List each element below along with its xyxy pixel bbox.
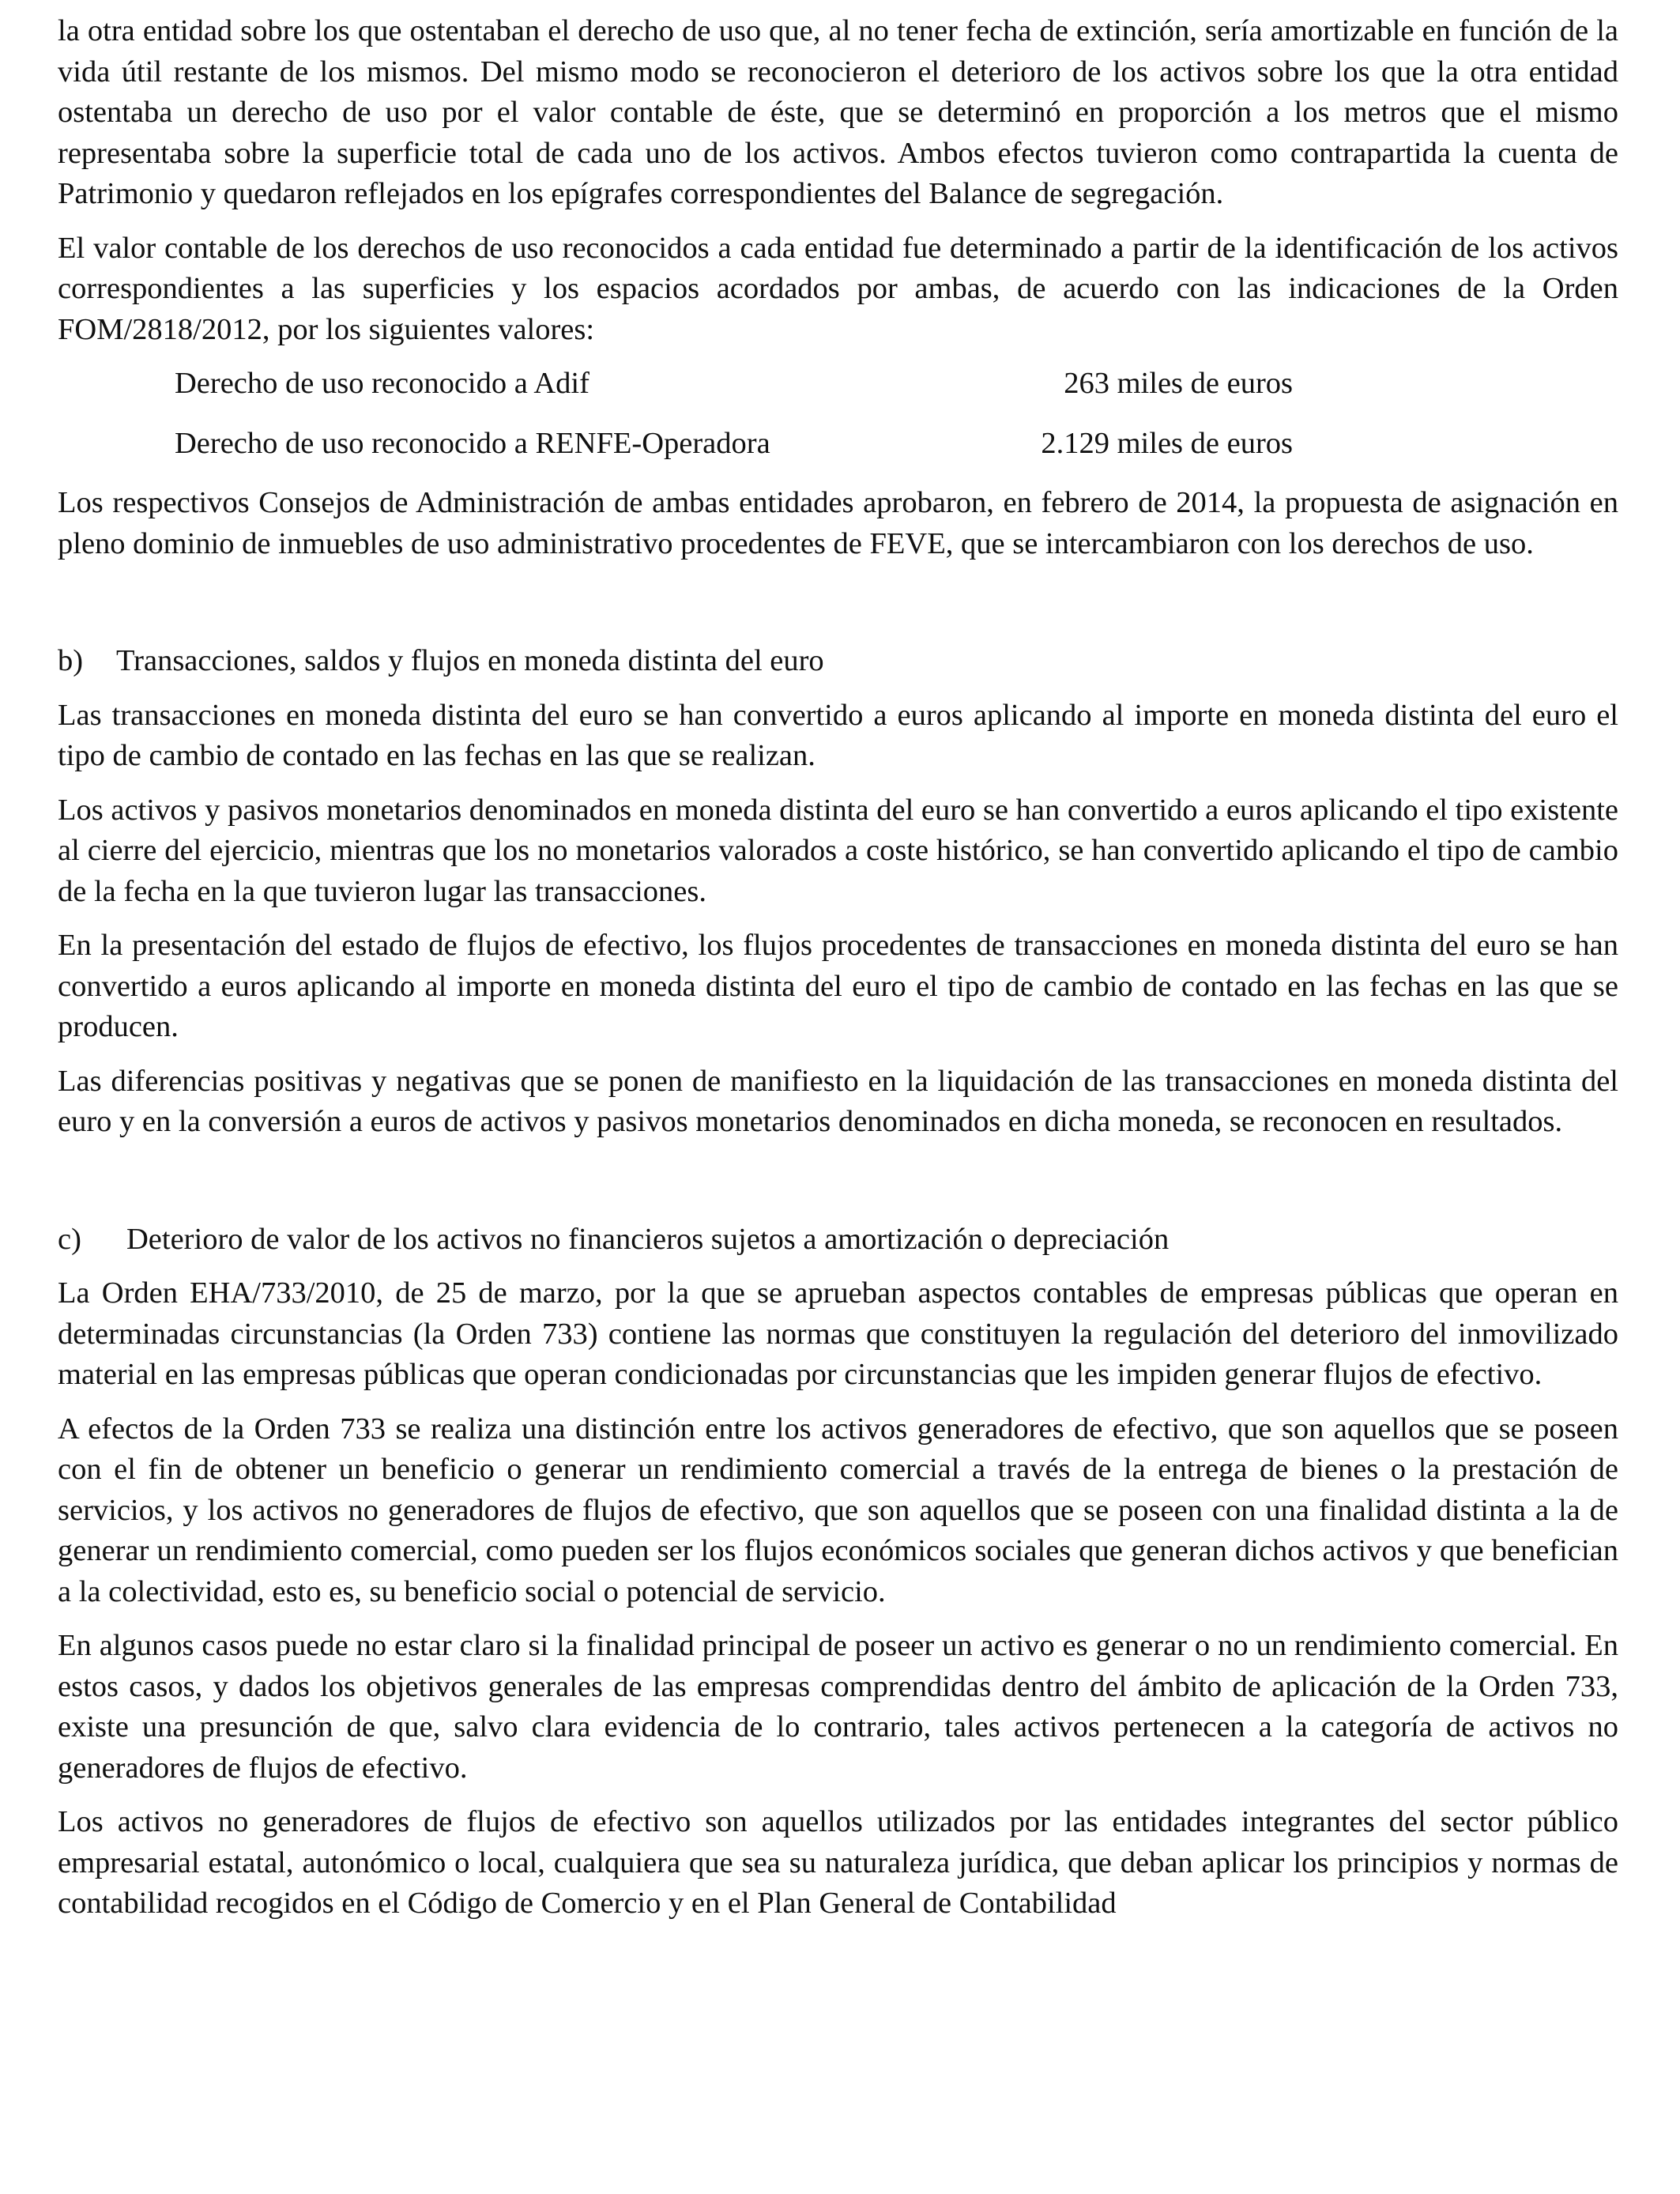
section-title: Deterioro de valor de los activos no financieros sujetos a amortización o depreciación (126, 1222, 1170, 1256)
paragraph: Las transacciones en moneda distinta del euro se han convertido a euros aplicando al importe en moneda distinta del euro el tipo de cambio de contado en las fechas en las que se realizan. (58, 698, 1618, 772)
paragraph: la otra entidad sobre los que ostentaban el derecho de uso que, al no tener fecha de extinción, sería amortizable en función de la vida útil restante de los mismos. Del mismo modo se reconocieron el deterioro de los activos sobre los que la otra entidad ostentaba un derecho de uso por el valor contable de éste, que se determinó en proporción a los metros que el mismo representaba sobre la superficie total de cada uno de los activos. Ambos efectos tuvieron como contrapartida la cuenta de Patrimonio y quedaron reflejados en los epígrafes correspondientes del Balance de segregación. (58, 14, 1618, 210)
paragraph: Los respectivos Consejos de Administración de ambas entidades aprobaron, en febrero de 2014, la propuesta de asignación en pleno dominio de inmuebles de uso administrativo procedentes de FEVE, que se intercambiaron con los derechos de uso. (58, 486, 1618, 560)
rights-of-use-row (58, 364, 1618, 405)
rights-of-use-value: 2.129 miles de euros (1041, 426, 1293, 460)
section-letter: b) (58, 644, 84, 677)
rights-of-use-row (58, 424, 1618, 465)
rights-of-use-list (58, 364, 1618, 464)
paragraph: En la presentación del estado de flujos de efectivo, los flujos procedentes de transacciones en moneda distinta del euro se han convertido a euros aplicando al importe en moneda distinta del euro el tipo de cambio de contado en las fechas en las que se producen. (58, 929, 1618, 1043)
document-page (58, 11, 1618, 1938)
section-title: Transacciones, saldos y flujos en moneda distinta del euro (116, 644, 824, 677)
paragraph: Los activos no generadores de flujos de efectivo son aquellos utilizados por las entidades integrantes del sector público empresarial estatal, autonómico o local, cualquiera que sea su naturaleza jurídica, que deban aplicar los principios y normas de contabilidad recogidos en el Código de Comercio y en el Plan General de Contabilidad (58, 1805, 1618, 1920)
section-letter: c) (58, 1222, 81, 1256)
rights-of-use-value: 263 miles de euros (1064, 367, 1293, 400)
rights-of-use-label: Derecho de uso reconocido a Adif (175, 367, 590, 400)
paragraph: La Orden EHA/733/2010, de 25 de marzo, por la que se aprueban aspectos contables de empresas públicas que operan en determinadas circunstancias (la Orden 733) contiene las normas que constituyen la regulación del deterioro del inmovilizado material en las empresas públicas que operan condicionadas por circunstancias que les impiden generar flujos de efectivo. (58, 1276, 1618, 1391)
section-heading (58, 641, 1618, 682)
rights-of-use-label: Derecho de uso reconocido a RENFE-Operadora (175, 426, 770, 460)
paragraph: Las diferencias positivas y negativas que se ponen de manifiesto en la liquidación de las transacciones en moneda distinta del euro y en la conversión a euros de activos y pasivos monetarios denominados en dicha moneda, se reconocen en resultados. (58, 1064, 1618, 1138)
paragraph: A efectos de la Orden 733 se realiza una distinción entre los activos generadores de efectivo, que son aquellos que se poseen con el fin de obtener un beneficio o generar un rendimiento comercial a través de la entrega de bienes o la prestación de servicios, y los activos no generadores de flujos de efectivo, que son aquellos que se poseen con una finalidad distinta a la de generar un rendimiento comercial, como pueden ser los flujos económicos sociales que generan dichos activos y que benefician a la colectividad, esto es, su beneficio social o potencial de servicio. (58, 1412, 1618, 1608)
section-heading (58, 1220, 1618, 1261)
paragraph: El valor contable de los derechos de uso reconocidos a cada entidad fue determinado a partir de la identificación de los activos correspondientes a las superficies y los espacios acordados por ambas, de acuerdo con las indicaciones de la Orden FOM/2818/2012, por los siguientes valores: (58, 231, 1618, 346)
paragraph: Los activos y pasivos monetarios denominados en moneda distinta del euro se han convertido a euros aplicando el tipo existente al cierre del ejercicio, mientras que los no monetarios valorados a coste histórico, se han convertido aplicando el tipo de cambio de la fecha en la que tuvieron lugar las transacciones. (58, 793, 1618, 908)
paragraph: En algunos casos puede no estar claro si la finalidad principal de poseer un activo es generar o no un rendimiento comercial. En estos casos, y dados los objetivos generales de las empresas comprendidas dentro del ámbito de aplicación de la Orden 733, existe una presunción de que, salvo clara evidencia de lo contrario, tales activos pertenecen a la categoría de activos no generadores de flujos de efectivo. (58, 1629, 1618, 1785)
